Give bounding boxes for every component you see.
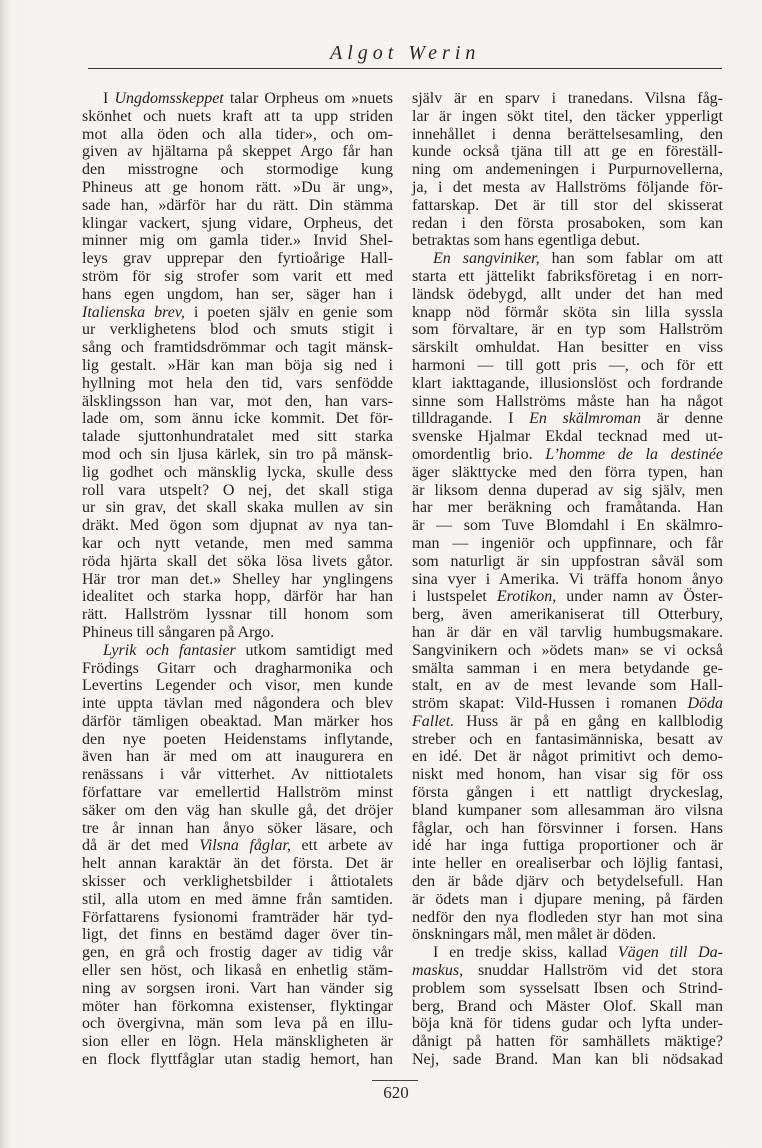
text-line: stil, alla utom en med ämne från samtiden. xyxy=(82,890,393,908)
text-line: minner mig om gamla tider.» Invid Shel- xyxy=(82,232,393,250)
text-line: Sangvinikern och »ödets man» se vi också xyxy=(412,641,723,659)
text-line: idé har inga futtiga proportioner och är xyxy=(412,837,723,855)
text-line: den misstrogne och stormodige kung xyxy=(82,161,393,179)
text-line: som förvaltare, är en typ som Hallström xyxy=(412,321,723,339)
text-line: ja, i det mesta av Hallströms följande för- xyxy=(412,178,723,196)
text-line: äger släkttycke med den förra typen, han xyxy=(412,463,723,481)
text-line: särskilt omhuldat. Han besitter en viss xyxy=(412,339,723,357)
text-line: svenske Hjalmar Ekdal tecknad med ut- xyxy=(412,428,723,446)
text-line xyxy=(412,962,723,980)
text-line: skisser och verklighetsbilder i åttiotalets xyxy=(82,873,393,891)
text-line: Phineus att ge honom rätt. »Du är ung», xyxy=(82,178,393,196)
work-title: maskus, xyxy=(412,962,464,980)
text-line xyxy=(412,446,723,464)
text-line: röda hjärta skall det söka lösa livets gåtor. xyxy=(82,552,393,570)
text-run: under namn av Öster- xyxy=(556,588,723,606)
text-line: första gången i ett nattligt dryckeslag, xyxy=(412,784,723,802)
text-line: idealitet och starka hopp, därför har han xyxy=(82,588,393,606)
text-line: ur verklighetens blod och smuts stigit i xyxy=(82,321,393,339)
text-run: omordentlig brio. xyxy=(412,445,546,463)
text-line: talade sjuttonhundratalet med sitt starka xyxy=(82,428,393,446)
work-title: Vägen till Da- xyxy=(617,944,723,962)
text-line: författare var emellertid Hallström minst xyxy=(82,784,393,802)
text-line: ning om andemeningen i Purpurnovellerna, xyxy=(412,161,723,179)
text-line: hyllning mot hela den tid, vars senfödde xyxy=(82,374,393,392)
text-line: gen, en grå och frostig dager av tidig vår xyxy=(82,944,393,962)
text-line: nedför den nya flodleden styr han mot sina xyxy=(412,908,723,926)
work-title: En skälmroman xyxy=(529,410,642,428)
text-line: ur sin grav, det skall skaka mullen av sin xyxy=(82,499,393,517)
text-line: önskningars mål, men målet är döden. xyxy=(412,926,656,944)
text-line: även han är med om att inaugurera en xyxy=(82,748,393,766)
text-line: man — ingeniör och uppfinnare, och får xyxy=(412,534,723,552)
text-line xyxy=(82,304,393,322)
text-line: eller sen höst, och likaså en enhetlig stäm- xyxy=(82,962,393,980)
text-line xyxy=(412,944,723,962)
text-run: i poeten själv en genie som xyxy=(184,303,394,321)
text-line: dräkt. Med ögon som djupnat av nya tan- xyxy=(82,517,393,535)
text-line: hans egen ungdom, han ser, säger han i xyxy=(82,285,393,303)
text-run: Huss är på en gång en kallblodig xyxy=(454,712,723,730)
text-line: klart iakttagande, illusionslöst och fordrande xyxy=(412,374,723,392)
text-line: klingar vackert, sjung vidare, Orpheus, det xyxy=(82,214,393,232)
text-line: Författarens fysionomi framträder här tyd- xyxy=(82,908,393,926)
text-line: bland kumpaner som allesamman äro vilsna xyxy=(412,801,723,819)
text-line: fattarskap. Det är till stor del skisserat xyxy=(412,196,723,214)
paragraph xyxy=(412,90,723,250)
page-number: 620 xyxy=(383,1083,409,1102)
text-line: den är både djärv och betydelsefull. Han xyxy=(412,873,723,891)
work-title: Erotikon, xyxy=(496,588,557,606)
page-number-rule xyxy=(372,1080,418,1081)
text-line: ländsk ödebygd, allt under det han med xyxy=(412,285,723,303)
text-line xyxy=(412,250,723,268)
text-line: är — som Tuve Blomdahl i En skälmro- xyxy=(412,517,723,535)
text-line: kar och nytt vetande, men med samma xyxy=(82,534,393,552)
text-line: säker om den väg han skulle gå, det dröjer xyxy=(82,801,393,819)
text-line: har mer beräkning och framåtanda. Han xyxy=(412,499,723,517)
text-line: berg, även amerikaniserat till Otterbury, xyxy=(412,606,723,624)
text-line: knapp nöd förmår sköta sin lilla syssla xyxy=(412,303,723,321)
text-run: ett arbete av xyxy=(290,837,394,855)
text-line: mod och sin ljusa kärlek, sin tro på mänsk- xyxy=(82,445,393,463)
work-title: Italienska brev, xyxy=(82,303,185,321)
text-line: ligt, det finns en bestämd dager över tin- xyxy=(82,926,393,944)
text-line: inte heller en orealiserbar och löjlig fantasi, xyxy=(412,855,723,873)
text-line: sinne som Hallströms måste han ha något xyxy=(412,392,723,410)
text-line: rätt. Hallström lyssnar till honom som xyxy=(82,606,393,624)
work-title: Vilsna fåglar, xyxy=(199,837,291,855)
work-title: Fallet. xyxy=(412,712,455,730)
paragraph xyxy=(412,250,723,944)
text-column-right xyxy=(412,90,723,1069)
text-line: renässans i vår vitterhet. Av nittiotalets xyxy=(82,766,393,784)
text-line: niskt med honom, han visar sig för oss xyxy=(412,766,723,784)
text-line: den nye poeten Heidenstams inflytande, xyxy=(82,730,393,748)
text-line: tre år innan han ånyo söker läsare, och xyxy=(82,819,393,837)
text-run: då är det med xyxy=(82,837,200,855)
paragraph xyxy=(412,944,723,1069)
text-run: i lustspelet xyxy=(412,588,497,606)
text-line: lar är ingen sökt titel, den täcker ypperligt xyxy=(412,107,723,125)
text-run: I xyxy=(103,90,115,107)
work-title: L’homme de la destinée xyxy=(545,445,723,463)
text-line: därför tämligen obeaktad. Man märker hos xyxy=(82,712,393,730)
text-line: smälta samman i en mera betydande ge- xyxy=(412,659,723,677)
text-line: inte uppta tävlan med någondera och blev xyxy=(82,695,393,713)
text-line: Här tror man det.» Shelley har ynglingens xyxy=(82,570,393,588)
text-line: innehållet i denna berättelsesamling, den xyxy=(412,125,723,143)
text-line: själv är en sparv i tranedans. Vilsna fåg- xyxy=(412,90,723,107)
text-line: möter han förkomna existenser, flyktingar xyxy=(82,997,393,1015)
text-line: skönhet och nuets kraft att ta upp striden xyxy=(82,107,393,125)
text-line: en flock flyttfåglar utan stadig hemort, han xyxy=(82,1051,393,1069)
text-line: älsklingsson han var, mot den, han vars- xyxy=(82,392,393,410)
text-line xyxy=(82,837,393,855)
text-line: dånigt på hatten för samhällets mäktige? xyxy=(412,1033,723,1051)
text-line xyxy=(82,90,393,108)
text-line: betraktas som hans egentliga debut. xyxy=(412,232,640,250)
text-line: och övergivna, män som leva på en illu- xyxy=(82,1015,393,1033)
text-line: streber och en fantasimänniska, besatt av xyxy=(412,730,723,748)
text-line: böja knä för tidens gudar och lyfta under- xyxy=(412,1015,723,1033)
text-line: Phineus till sångaren på Argo. xyxy=(82,623,275,641)
text-line xyxy=(412,588,723,606)
text-line: leys grav upprepar den fyrtioårige Hall- xyxy=(82,250,393,268)
text-run: snuddar Hallström vid det stora xyxy=(463,962,723,980)
paragraph xyxy=(82,642,393,1069)
text-line: en idé. Det är något primitivt och demo- xyxy=(412,748,723,766)
text-line: är liksom denna duperad av sig själv, men xyxy=(412,481,723,499)
text-line: lade om, som ännu icke kommit. Det för- xyxy=(82,410,393,428)
text-run: är denne xyxy=(641,410,723,428)
text-line: berg, Brand och Mäster Olof. Skall man xyxy=(412,997,723,1015)
text-line: lig gestalt. »Här kan man böja sig ned i xyxy=(82,356,393,374)
text-run: tilldragande. I xyxy=(412,410,530,428)
text-line: stalt, en av de mest levande som Hall- xyxy=(412,677,723,695)
paragraph xyxy=(82,90,393,642)
text-line: roll vara utspelt? O nej, det skall stiga xyxy=(82,481,393,499)
text-run: I en tredje skiss, kallad xyxy=(433,944,618,962)
work-title: Döda xyxy=(687,695,723,713)
text-line: lig godhet och mänsklig lycka, skulle dess xyxy=(82,463,393,481)
text-run: utkom samtidigt med xyxy=(235,641,393,659)
text-line: problem som sysselsatt Ibsen och Strind- xyxy=(412,979,723,997)
text-line: sång och framtidsdrömmar och tagit mänsk- xyxy=(82,339,393,357)
work-title: Ungdomsskeppet xyxy=(114,90,224,107)
text-line: helt annan karaktär än det första. Det är xyxy=(82,855,393,873)
text-line: given av hjältarna på skeppet Argo får han xyxy=(82,143,393,161)
header-rule xyxy=(88,68,722,69)
text-line: starta ett jättelikt fabriksföretag i en norr- xyxy=(412,267,723,285)
text-run: talar Orpheus om »nuets xyxy=(223,90,394,107)
text-line: sina vyer i Amerika. Vi träffa honom ånyo xyxy=(412,570,723,588)
text-line: som naturligt är sin uppfostran såväl som xyxy=(412,552,723,570)
text-line xyxy=(412,713,723,731)
text-line: mot alla öden och alla tider», och om- xyxy=(82,125,393,143)
text-line: fåglar, och han försvinner i forsen. Hans xyxy=(412,819,723,837)
text-line: Levertins Legender och visor, men kunde xyxy=(82,677,393,695)
text-line: redan i den första prosaboken, som kan xyxy=(412,214,723,232)
text-line: Frödings Gitarr och dragharmonika och xyxy=(82,659,393,677)
text-line: är ödets man i djupare mening, på färden xyxy=(412,890,723,908)
text-line: ström för sig strofer som varit ett med xyxy=(82,267,393,285)
text-line: Nej, sade Brand. Man kan bli nödsakad xyxy=(412,1051,723,1069)
text-line: sion eller en lögn. Hela mänskligheten är xyxy=(82,1033,393,1051)
text-line: kunde också tjäna till att ge en föreställ- xyxy=(412,143,723,161)
text-run: han som fablar om att xyxy=(539,250,723,268)
text-line: ning av sorgsen ironi. Vart han vänder sig xyxy=(82,979,393,997)
text-line: han är där en väl tarvlig humbugsmakare. xyxy=(412,623,723,641)
work-title: En sangviniker, xyxy=(433,250,540,268)
text-column-left xyxy=(82,90,393,1069)
text-line xyxy=(412,410,723,428)
text-line: sade han, »därför har du rätt. Din stämma xyxy=(82,196,393,214)
work-title: Lyrik och fantasier xyxy=(103,641,236,659)
text-line: harmoni — till gott pris —, och för ett xyxy=(412,356,723,374)
running-head-author: Algot Werin xyxy=(330,42,481,64)
text-line xyxy=(412,695,723,713)
text-run: ström skapat: Vild-Hussen i romanen xyxy=(412,695,688,713)
text-line xyxy=(82,642,393,660)
